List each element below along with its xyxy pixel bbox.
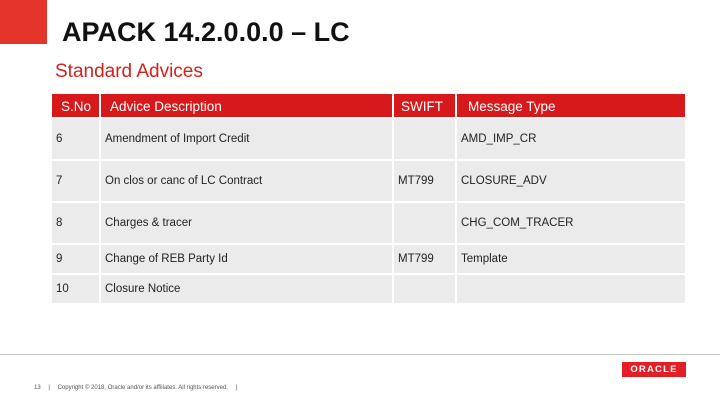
table-header-row [52,94,685,117]
footer-separator: | [48,385,50,391]
header-sno: S.No [52,94,99,117]
cell-swift [394,275,455,303]
header-advice-description: Advice Description [101,94,392,117]
cell-swift: MT799 [394,161,455,201]
cell-message-type: CLOSURE_ADV [457,161,685,201]
table-row [52,275,685,303]
cell-message-type: AMD_IMP_CR [457,119,685,159]
footer-separator: | [235,385,238,391]
advices-table [52,94,685,303]
cell-swift [394,119,455,159]
cell-advice-description: On clos or canc of LC Contract [101,161,392,201]
cell-message-type: CHG_COM_TRACER [457,203,685,243]
footer-divider [0,354,720,355]
header-message-type: Message Type [457,94,685,117]
cell-advice-description: Charges & tracer [101,203,392,243]
table-row [52,161,685,201]
cell-sno: 8 [52,203,99,243]
cell-advice-description: Change of REB Party Id [101,245,392,273]
title-accent-bar [0,0,47,44]
table-row [52,203,685,243]
cell-advice-description: Closure Notice [101,275,392,303]
table-row [52,245,685,273]
cell-message-type [457,275,685,303]
cell-sno: 10 [52,275,99,303]
cell-advice-description: Amendment of Import Credit [101,119,392,159]
slide-title: APACK 14.2.0.0.0 – LC [62,17,350,47]
cell-sno: 6 [52,119,99,159]
oracle-logo: ORACLE [622,362,686,377]
cell-swift: MT799 [394,245,455,273]
slide-subtitle: Standard Advices [55,61,203,82]
cell-sno: 7 [52,161,99,201]
header-swift: SWIFT [394,94,455,117]
page-number: 13 [34,385,41,391]
copyright-text: Copyright © 2018, Oracle and/or its affiliates. All rights reserved. [57,385,228,391]
cell-swift [394,203,455,243]
cell-sno: 9 [52,245,99,273]
table-row [52,119,685,159]
footer [34,385,243,391]
cell-message-type: Template [457,245,685,273]
